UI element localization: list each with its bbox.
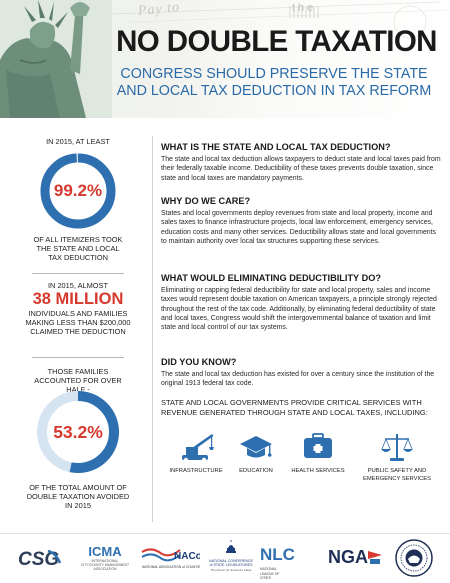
stat3-caption: OF THE TOTAL AMOUNT OF DOUBLE TAXATION AVOIDED IN 2015 — [26, 483, 130, 510]
nlc-logo-text: NLC — [260, 545, 295, 564]
section-body: The state and local tax deduction has existed for over a century since the institution of the original 1913 federal tax code. — [161, 371, 435, 388]
naco-logo-subtext: NATIONAL ASSOCIATION of COUNTIES — [142, 565, 200, 569]
csg-logo-text: CSG — [18, 549, 60, 569]
services-block — [161, 398, 443, 482]
service-education — [221, 430, 291, 476]
stats-column — [8, 135, 148, 533]
stat2-caption: INDIVIDUALS AND FAMILIES MAKING LESS THAN $200,000 CLAIMED THE DEDUCTION — [25, 309, 131, 336]
service-label: HEALTH SERVICES — [291, 468, 345, 474]
bill-text-pay-to: Pay to — [137, 0, 181, 20]
section-what-is — [161, 142, 443, 183]
nlc-logo[interactable] — [260, 545, 322, 583]
header-banner — [0, 0, 450, 118]
crane-icon — [176, 430, 216, 464]
graduation-cap-icon — [236, 430, 276, 464]
ncsl-logo-text-1: NATIONAL CONFERENCE — [209, 559, 253, 563]
stat3-ring — [36, 390, 120, 474]
section-body: The state and local tax deduction allows taxpayers to deduct state and local taxes paid from their federally taxable income. Deductibility of these taxes prevents double taxation, since state and local taxes are mandatory payments. — [161, 156, 441, 182]
section-did-you-know — [161, 357, 443, 389]
seal-icon — [394, 538, 434, 578]
scales-of-justice-icon — [377, 430, 417, 464]
stat2-value: 38 MILLION — [32, 290, 124, 308]
ncsl-logo-tagline: The Forum for America's Ideas — [210, 567, 252, 572]
stat1-ring — [40, 153, 116, 229]
nga-logo-text: NGA — [328, 547, 368, 567]
section-eliminating — [161, 273, 443, 332]
service-label: PUBLIC SAFETY AND EMERGENCY SERVICES — [362, 468, 432, 482]
section-heading: WHAT IS THE STATE AND LOCAL TAX DEDUCTION? — [161, 142, 391, 152]
stat3-value: 53.2% — [53, 421, 103, 442]
services-icon-row — [161, 430, 443, 510]
service-public-safety — [357, 430, 437, 483]
stat2-intro: IN 2015, ALMOST — [48, 281, 108, 290]
section-heading: WHAT WOULD ELIMINATING DEDUCTIBILITY DO? — [161, 273, 381, 283]
section-body: Eliminating or capping federal deductibility for state and local property, sales and income taxes would represent double taxation on American taxpayers, a principle strongly rejected throughout the rest of the tax code. Additionally, by eliminating federal deductibility of state and local taxes, Congress would shift the intergovernmental balance of taxation and limit state and local control of our tax systems. — [161, 287, 437, 332]
stats-divider — [32, 273, 124, 274]
stats-divider — [32, 357, 124, 358]
stat1-intro: IN 2015, AT LEAST — [46, 137, 110, 146]
bill-text-the: the — [292, 2, 317, 14]
icma-logo-subtext: INTERNATIONAL CITY/COUNTY MANAGEMENT ASSOCIATION — [80, 559, 130, 571]
nga-logo-mark — [328, 545, 384, 569]
naco-logo[interactable] — [140, 544, 200, 579]
csg-logo-mark — [18, 547, 62, 569]
service-label: EDUCATION — [239, 468, 273, 474]
stat1-value: 99.2% — [53, 181, 103, 200]
subtitle-line-1: CONGRESS SHOULD PRESERVE THE STATE — [120, 66, 428, 82]
medical-kit-icon — [298, 430, 338, 464]
csg-logo[interactable] — [18, 547, 62, 574]
subtitle-line-2: AND LOCAL TAX DEDUCTION IN TAX REFORM — [116, 83, 432, 99]
service-label: INFRASTRUCTURE — [169, 468, 223, 474]
icma-logo-text: ICMA — [88, 544, 122, 559]
section-heading: WHY DO WE CARE? — [161, 196, 251, 206]
naco-logo-text: NACo — [174, 551, 200, 562]
nlc-logo-subtext: NATIONAL LEAGUE OF CITIES — [260, 567, 280, 580]
page-subtitle — [104, 66, 444, 100]
statue-of-liberty-image — [0, 0, 112, 118]
service-health — [283, 430, 353, 476]
stat1-caption: OF ALL ITEMIZERS TOOK THE STATE AND LOCAL TAX DEDUCTION — [33, 235, 123, 262]
capitol-dome-icon — [224, 540, 238, 554]
uscm-seal-logo[interactable] — [394, 538, 434, 583]
partner-logos — [0, 533, 450, 583]
nga-logo[interactable] — [328, 545, 384, 574]
section-why-care — [161, 196, 443, 246]
stat3-intro: THOSE FAMILIES ACCOUNTED FOR OVER HALF - — [34, 367, 122, 394]
services-intro: STATE AND LOCAL GOVERNMENTS PROVIDE CRITICAL SERVICES WITH REVENUE GENERATED THROUGH STATE AND LOCAL TAXES, INCLUDING: — [161, 398, 428, 417]
section-body: States and local governments deploy revenues from state and local property, income and sales taxes to finance infrastructure projects, local law enforcement, emergency services, education costs and many other services. Deductibility allows state and local governments to maintain authority over local tax structures supporting these services. — [161, 210, 436, 245]
naco-logo-mark — [140, 544, 200, 574]
ncsl-logo[interactable] — [208, 540, 254, 572]
icma-logo[interactable] — [80, 544, 130, 571]
column-divider — [152, 136, 153, 522]
page-title: NO DOUBLE TAXATION — [116, 25, 437, 58]
ncsl-logo-text-2: of STATE LEGISLATURES — [209, 563, 253, 568]
section-heading: DID YOU KNOW? — [161, 357, 237, 367]
